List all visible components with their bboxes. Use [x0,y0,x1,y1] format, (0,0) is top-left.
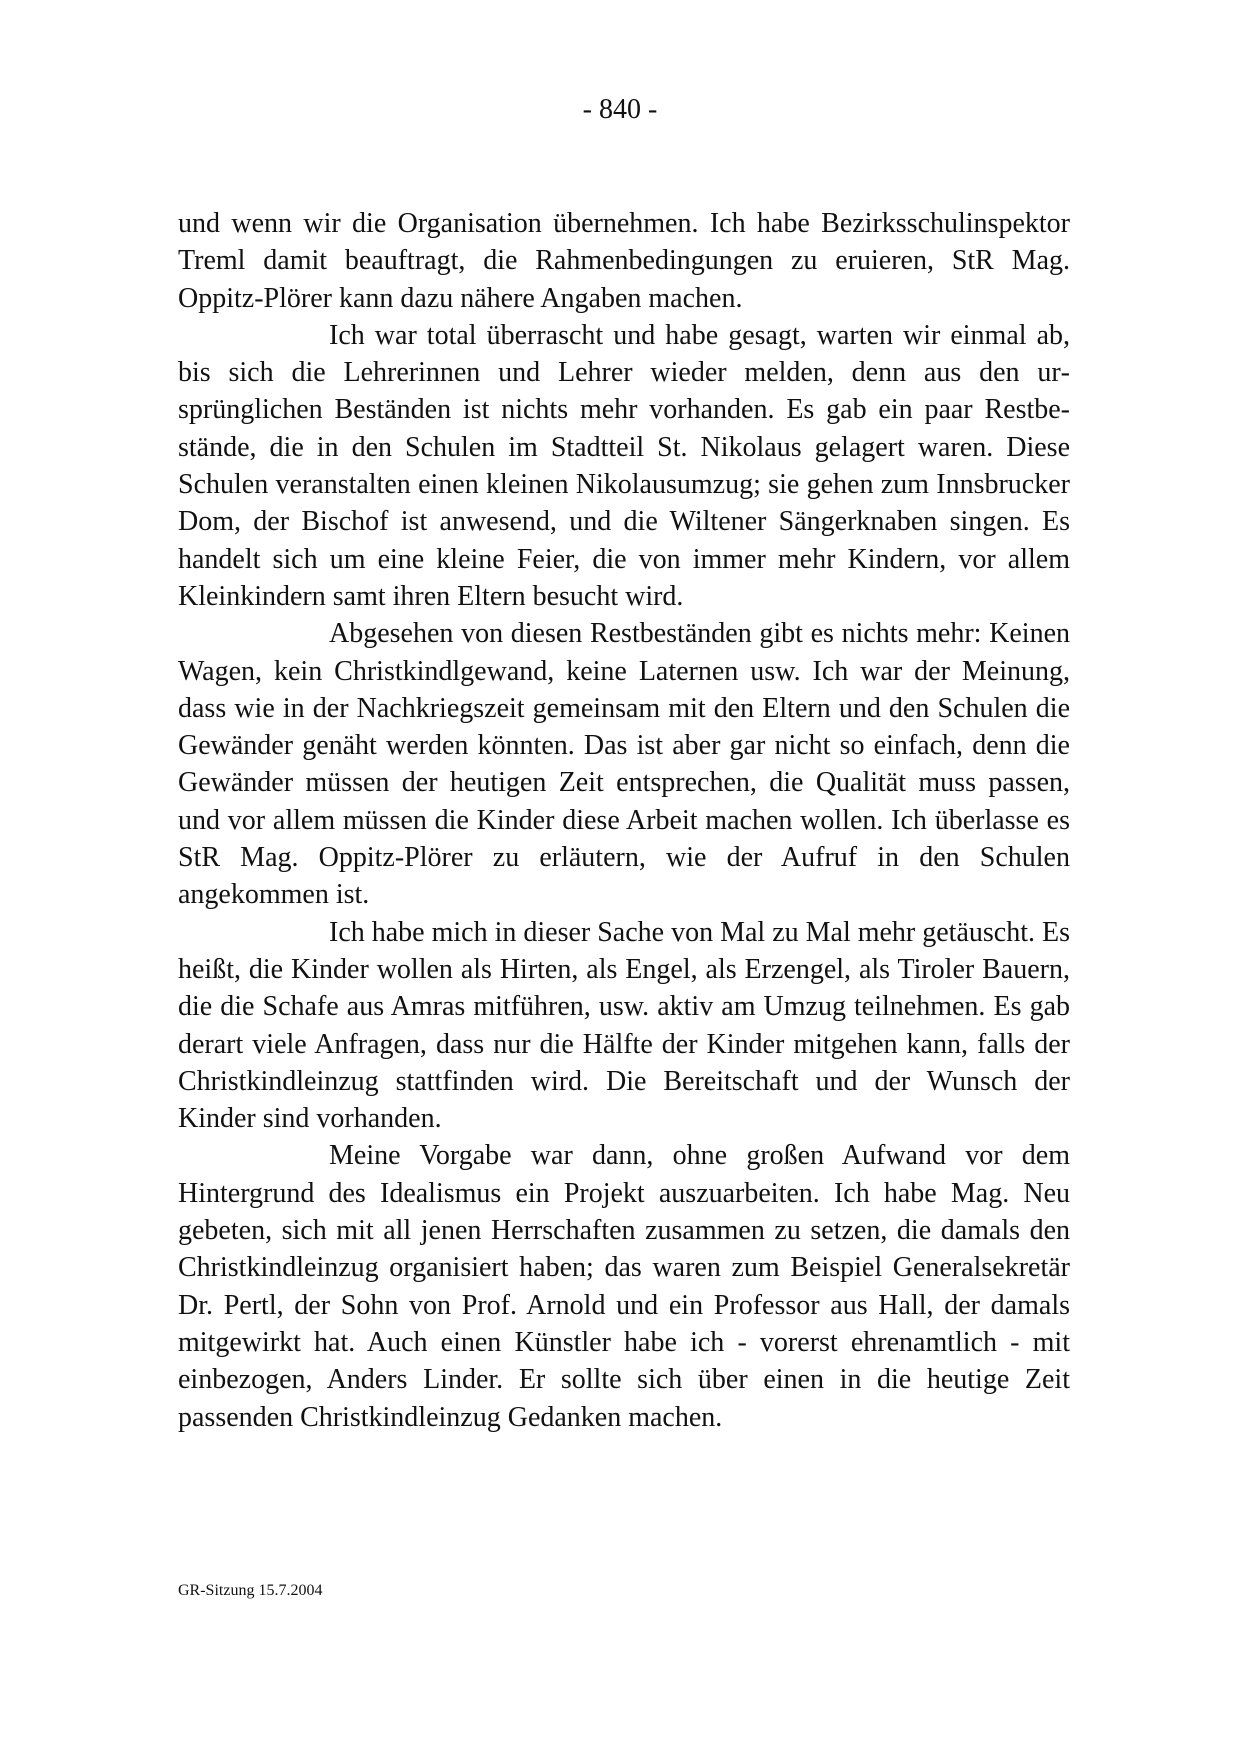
document-body [178,205,1070,1436]
page-number: - 840 - [582,94,658,125]
paragraph: Meine Vorgabe war dann, ohne großen Aufwand vor dem Hintergrund des Idealismus ein Projekt auszuarbeiten. Ich habe Mag. Neu gebeten, sich mit all jenen Herrschaften zusammen zu setzen, die damals den Christkindleinzug organisiert haben; das waren zum Beispiel Generalsekretär Dr. Pertl, der Sohn von Prof. Arnold und ein Professor aus Hall, der damals mitgewirkt hat. Auch einen Künstler habe ich - vorerst ehrenamtlich - mit einbezogen, Anders Linder. Er sollte sich über einen in die heutige Zeit passenden Christkindleinzug Gedanken machen. [178,1140,1070,1433]
paragraph: Ich habe mich in dieser Sache von Mal zu Mal mehr getäuscht. Es heißt, die Kinder wollen als Hirten, als Engel, als Erzengel, als Tiroler Bauern, die die Schafe aus Amras mitführen, usw. aktiv am Umzug teilnehmen. Es gab derart viele Anfragen, dass nur die Hälfte der Kinder mitgehen kann, falls der Christkindleinzug stattfinden wird. Die Bereitschaft und der Wunsch der Kinder sind vorhanden. [178,916,1070,1135]
footer-session-label: GR-Sitzung 15.7.2004 [178,1582,323,1599]
paragraph: und wenn wir die Organisation übernehmen. Ich habe Bezirksschulinspektor Treml damit beauftragt, die Rahmenbedingungen zu eruieren, StR Mag. Oppitz-Plörer kann dazu nähere Angaben machen. [178,208,1070,314]
paragraph: Abgesehen von diesen Restbeständen gibt es nichts mehr: Keinen Wagen, kein Christkindlgewand, keine Laternen usw. Ich war der Meinung, dass wie in der Nachkriegszeit gemeinsam mit den Eltern und den Schulen die Gewänder genäht werden könnten. Das ist aber gar nicht so einfach, denn die Gewänder müssen der heutigen Zeit entsprechen, die Qualität muss passen, und vor allem müssen die Kinder diese Arbeit machen wollen. Ich überlasse es StR Mag. Oppitz-Plörer zu erläutern, wie der Aufruf in den Schulen angekommen ist. [178,618,1070,911]
paragraph: Ich war total überrascht und habe gesagt, warten wir einmal ab, bis sich die Lehrerinnen und Lehrer wieder melden, denn aus den ursprünglichen Beständen ist nichts mehr vorhanden. Es gab ein paar Restbestände, die in den Schulen im Stadtteil St. Nikolaus gelagert waren. Diese Schulen veranstalten einen kleinen Nikolausumzug; sie gehen zum Innsbrucker Dom, der Bischof ist anwesend, und die Wiltener Sängerknaben singen. Es handelt sich um eine kleine Feier, die von immer mehr Kindern, vor allem Kleinkindern samt ihren Eltern besucht wird. [178,319,1070,612]
